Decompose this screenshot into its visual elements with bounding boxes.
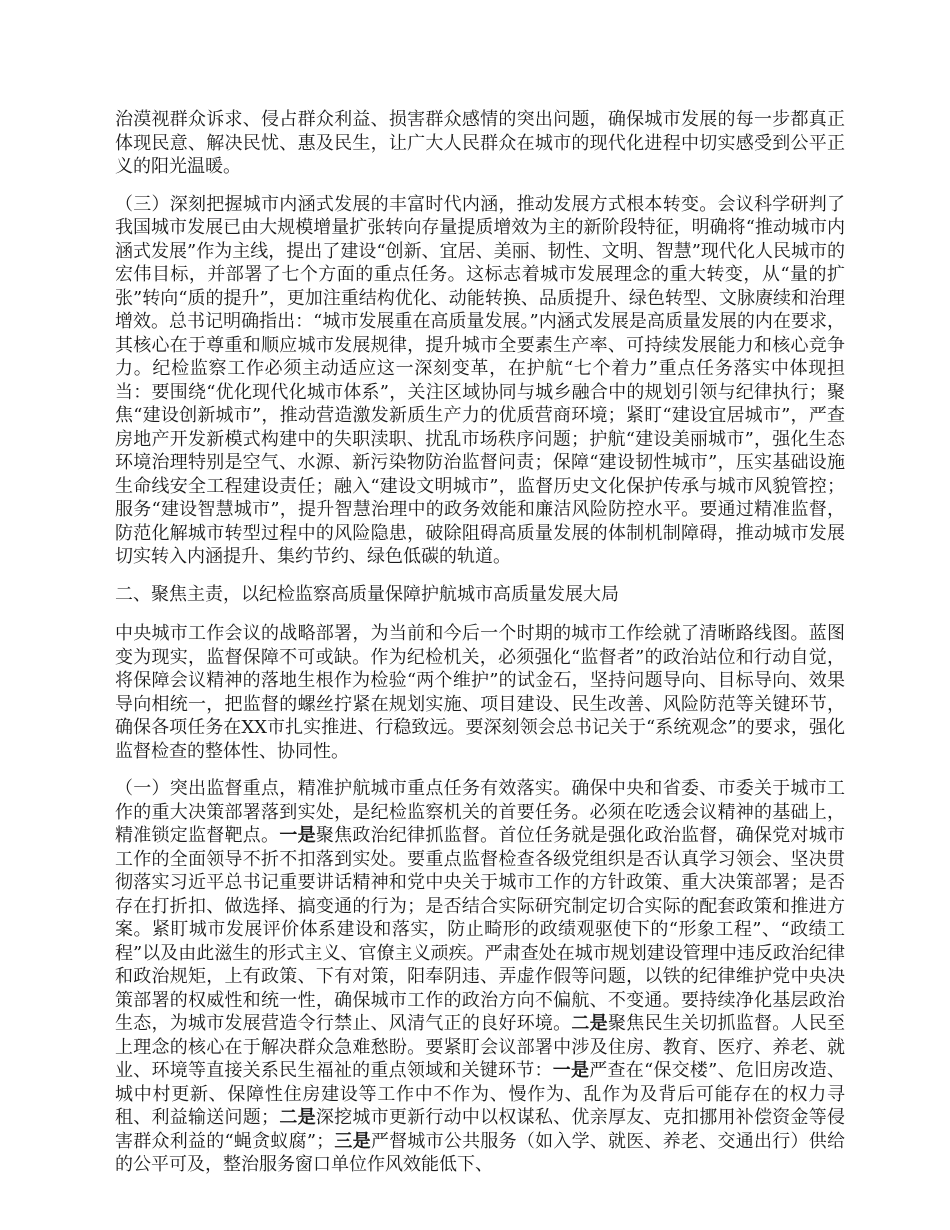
paragraph-1: 治漠视群众诉求、侵占群众利益、损害群众感情的突出问题，确保城市发展的每一步都真正体现民意、解决民忧、惠及民生，让广大人民群众在城市的现代化进程中切实感受到公平正义的阳光温暖。: [115, 109, 845, 177]
paragraph-4-text-f: 严督城市公共服务（如入学、就医、养老、交通出行）供给的公平可及，整治服务窗口单位作风效能低下、: [115, 1130, 846, 1175]
paragraph-4-text-a: （一）突出监督重点，精准护航城市重点任务有效落实。确保中央和省委、市委关于城市工作的重大决策部署落到实处，是纪检监察机关的首要任务。必须在吃透会议精神的基础上，精准锁定监督靶点。: [115, 778, 845, 846]
emphasis-marker: 三是: [334, 1130, 371, 1152]
paragraph-3: 中央城市工作会议的战略部署，为当前和今后一个时期的城市工作绘就了清晰路线图。蓝图变为现实，监督保障不可或缺。作为纪检机关，必须强化“监督者”的政治站位和行动自觉，将保障会议精神的落地生根作为检验“两个维护”的试金石，坚持问题导向、目标导向、效果导向相统一，把监督的螺丝拧紧在规划实施、项目建设、民生改善、风险防范等关键环节，确保各项任务在XX市扎实推进、行稳致远。要深刻领会总书记关于“系统观念”的要求，强化监督检查的整体性、协同性。: [115, 623, 845, 762]
paragraph-2: （三）深刻把握城市内涵式发展的丰富时代内涵，推动发展方式根本转变。会议科学研判了我国城市发展已由大规模增量扩张转向存量提质增效为主的新阶段特征，明确将“推动城市内涵式发展”作为主线，提出了建设“创新、宜居、美丽、韧性、文明、智慧”现代化人民城市的宏伟目标，并部署了七个方面的重点任务。这标志着城市发展理念的重大转变，从“量的扩张”转向“质的提升”，更加注重结构优化、动能转换、品质提升、绿色转型、文脉赓续和治理增效。总书记明确指出：“城市发展重在高质量发展。”内涵式发展是高质量发展的内在要求，其核心在于尊重和顺应城市发展规律，提升城市全要素生产率、可持续发展能力和核心竞争力。纪检监察工作必须主动适应这一深刻变革，在护航“七个着力”重点任务落实中体现担当：要围绕“优化现代化城市体系”，关注区域协同与城乡融合中的规划引领与纪律执行；聚焦“建设创新城市”，推动营造激发新质生产力的优质营商环境；紧盯“建设宜居城市”，严查房地产开发新模式构建中的失职渎职、扰乱市场秩序问题；护航“建设美丽城市”，强化生态环境治理特别是空气、水源、新污染物防治监督问责；保障“建设韧性城市”，压实基础设施生命线安全工程建设责任；融入“建设文明城市”，监督历史文化保护传承与城市风貌管控；服务“建设智慧城市”，提升智慧治理中的政务效能和廉洁风险防控水平。要通过精准监督，防范化解城市转型过程中的风险隐患，破除阻碍高质量发展的体制机制障碍，推动城市发展切实转入内涵提升、集约节约、绿色低碳的轨道。: [115, 193, 845, 567]
section-heading: 二、聚焦主责，以纪检监察高质量保障护航城市高质量发展大局: [115, 583, 619, 605]
paragraph-4: [115, 777, 845, 1177]
paragraph-4-text-c: 聚焦民生关切抓监督。人民至上理念的核心在于解决群众急难愁盼。要紧盯会议部署中涉及住房、教育、医疗、养老、就业、环境等直接关系民生福祉的重点领域和关键环节：: [115, 1013, 846, 1081]
emphasis-marker: 一是: [552, 1060, 590, 1081]
emphasis-marker: 二是: [279, 1107, 316, 1128]
paragraph-4-text-e: 深挖城市更新行动中以权谋私、优亲厚友、克扣挪用补偿资金等侵害群众利益的“蝇贪蚁腐”；: [115, 1107, 846, 1152]
paragraph-4-text-d: 严查在“保交楼”、危旧房改造、城中村更新、保障性住房建设等工作中不作为、慢作为、乱作为及背后可能存在的权力寻租、利益输送问题；: [115, 1060, 846, 1128]
paragraph-4-text-b: 聚焦政治纪律抓监督。首位任务就是强化政治监督，确保党对城市工作的全面领导不折不扣落到实处。要重点监督检查各级党组织是否认真学习领会、坚决贯彻落实习近平总书记重要讲话精神和党中央关于城市工作的方针政策、重大决策部署；是否存在打折扣、做选择、搞变通的行为；是否结合实际研究制定切合实际的配套政策和推进方案。紧盯城市发展评价体系建设和落实，防止畸形的政绩观驱使下的“形象工程”、“政绩工程”以及由此滋生的形式主义、官僚主义顽疾。严肃查处在城市规划建设管理中违反政治纪律和政治规矩，上有政策、下有对策，阳奉阴违、弄虚作假等问题，以铁的纪律维护党中央决策部署的权威性和统一性，确保城市工作的政治方向不偏航、不变通。要持续净化基层政治生态，为城市发展营造令行禁止、风清气正的良好环境。: [115, 825, 846, 1034]
emphasis-marker: 一是: [279, 825, 316, 846]
document-body: [115, 108, 845, 1191]
emphasis-marker: 二是: [571, 1013, 608, 1034]
